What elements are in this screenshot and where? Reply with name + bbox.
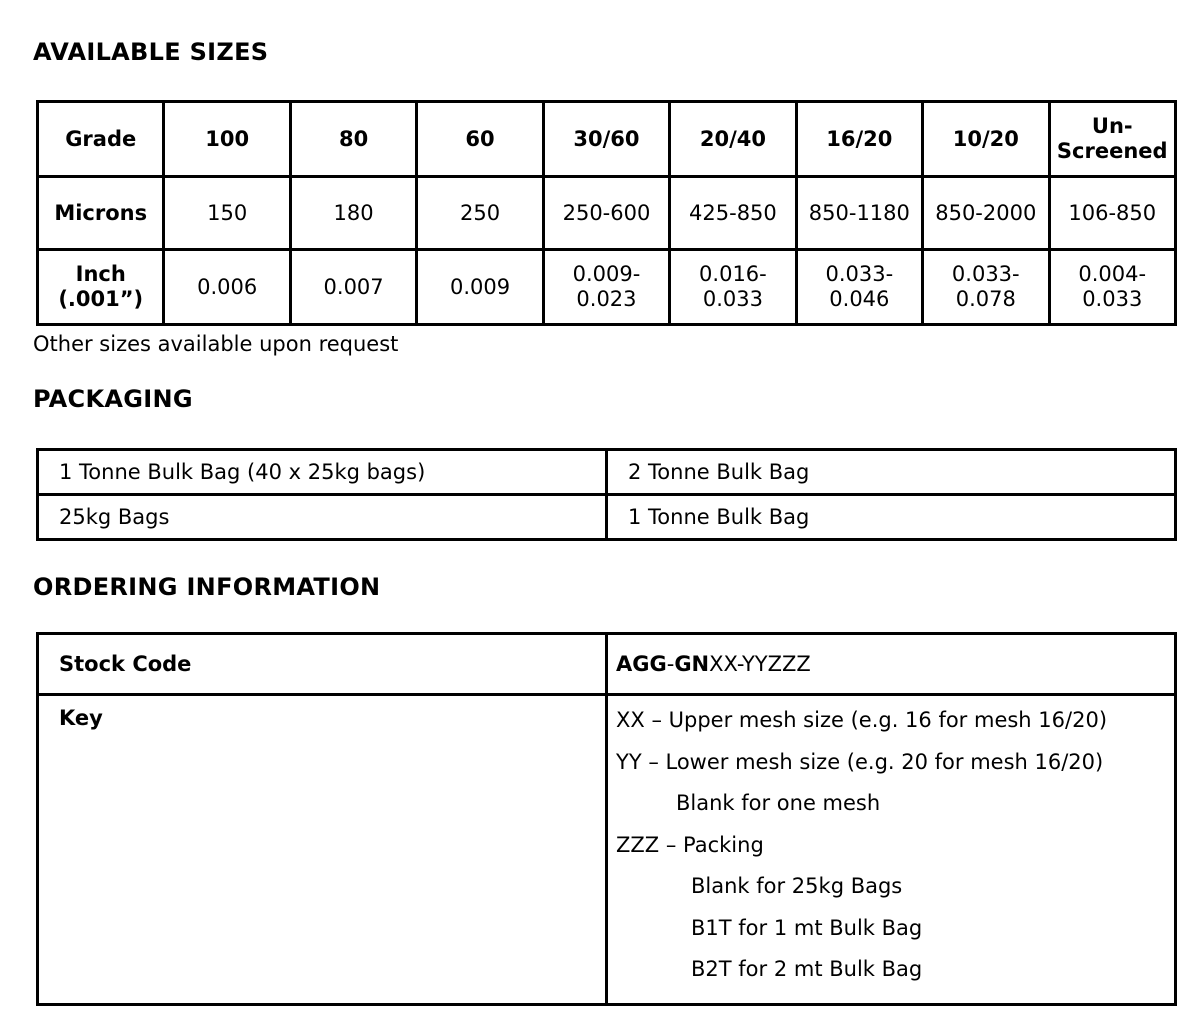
grade-cell: Un- Screened: [1049, 102, 1176, 177]
key-line: Blank for 25kg Bags: [691, 874, 903, 898]
microns-cell: 150: [164, 177, 290, 250]
packaging-row: [38, 450, 1176, 495]
stock-code-prefix: AGG: [616, 652, 667, 676]
inch-row: [38, 250, 1176, 325]
microns-label: Microns: [38, 177, 164, 250]
inch-cell: 0.009: [417, 250, 543, 325]
stock-code-label: Stock Code: [38, 634, 607, 695]
sizes-table: [36, 100, 1177, 326]
packaging-cell: 25kg Bags: [38, 495, 607, 540]
grade-cell: 60: [417, 102, 543, 177]
stock-code-value: [607, 634, 1176, 695]
stock-code-row: [38, 634, 1176, 695]
inch-label: Inch (.001”): [38, 250, 164, 325]
packaging-table: [36, 448, 1177, 541]
grade-cell: 100: [164, 102, 290, 177]
inch-cell: 0.006: [164, 250, 290, 325]
microns-cell: 850-2000: [923, 177, 1049, 250]
key-line: B2T for 2 mt Bulk Bag: [691, 957, 923, 981]
microns-cell: 250: [417, 177, 543, 250]
key-description: [607, 695, 1176, 1005]
packaging-cell: 1 Tonne Bulk Bag: [607, 495, 1176, 540]
key-line: ZZZ – Packing: [616, 832, 764, 857]
packaging-cell: 1 Tonne Bulk Bag (40 x 25kg bags): [38, 450, 607, 495]
inch-cell: 0.007: [290, 250, 416, 325]
ordering-table: [36, 632, 1177, 1006]
packaging-row: [38, 495, 1176, 540]
grade-cell: 16/20: [796, 102, 922, 177]
grade-cell: 30/60: [543, 102, 669, 177]
sizes-note: Other sizes available upon request: [33, 332, 399, 356]
grade-cell: 10/20: [923, 102, 1049, 177]
key-label: Key: [38, 695, 607, 1005]
microns-cell: 106-850: [1049, 177, 1176, 250]
stock-code-infix: GN: [674, 652, 710, 676]
grade-cell: 20/40: [670, 102, 796, 177]
inch-cell: 0.033- 0.046: [796, 250, 922, 325]
key-line: YY – Lower mesh size (e.g. 20 for mesh 16/20): [616, 749, 1104, 774]
inch-cell: 0.009- 0.023: [543, 250, 669, 325]
microns-row: [38, 177, 1176, 250]
ordering-heading: ORDERING INFORMATION: [33, 573, 381, 601]
key-row: [38, 695, 1176, 1005]
packaging-cell: 2 Tonne Bulk Bag: [607, 450, 1176, 495]
key-line: B1T for 1 mt Bulk Bag: [691, 915, 923, 940]
microns-cell: 425-850: [670, 177, 796, 250]
available-sizes-heading: AVAILABLE SIZES: [33, 38, 269, 66]
microns-cell: 250-600: [543, 177, 669, 250]
microns-cell: 850-1180: [796, 177, 922, 250]
stock-code-dash: -: [666, 652, 675, 676]
inch-cell: 0.016- 0.033: [670, 250, 796, 325]
key-line: XX – Upper mesh size (e.g. 16 for mesh 16/20): [616, 708, 1108, 732]
grade-row: [38, 102, 1176, 177]
key-line: Blank for one mesh: [676, 791, 881, 815]
inch-cell: 0.004- 0.033: [1049, 250, 1176, 325]
grade-label: Grade: [38, 102, 164, 177]
stock-code-suffix: XX-YYZZZ: [709, 652, 811, 676]
grade-cell: 80: [290, 102, 416, 177]
microns-cell: 180: [290, 177, 416, 250]
packaging-heading: PACKAGING: [33, 385, 193, 413]
inch-cell: 0.033- 0.078: [923, 250, 1049, 325]
